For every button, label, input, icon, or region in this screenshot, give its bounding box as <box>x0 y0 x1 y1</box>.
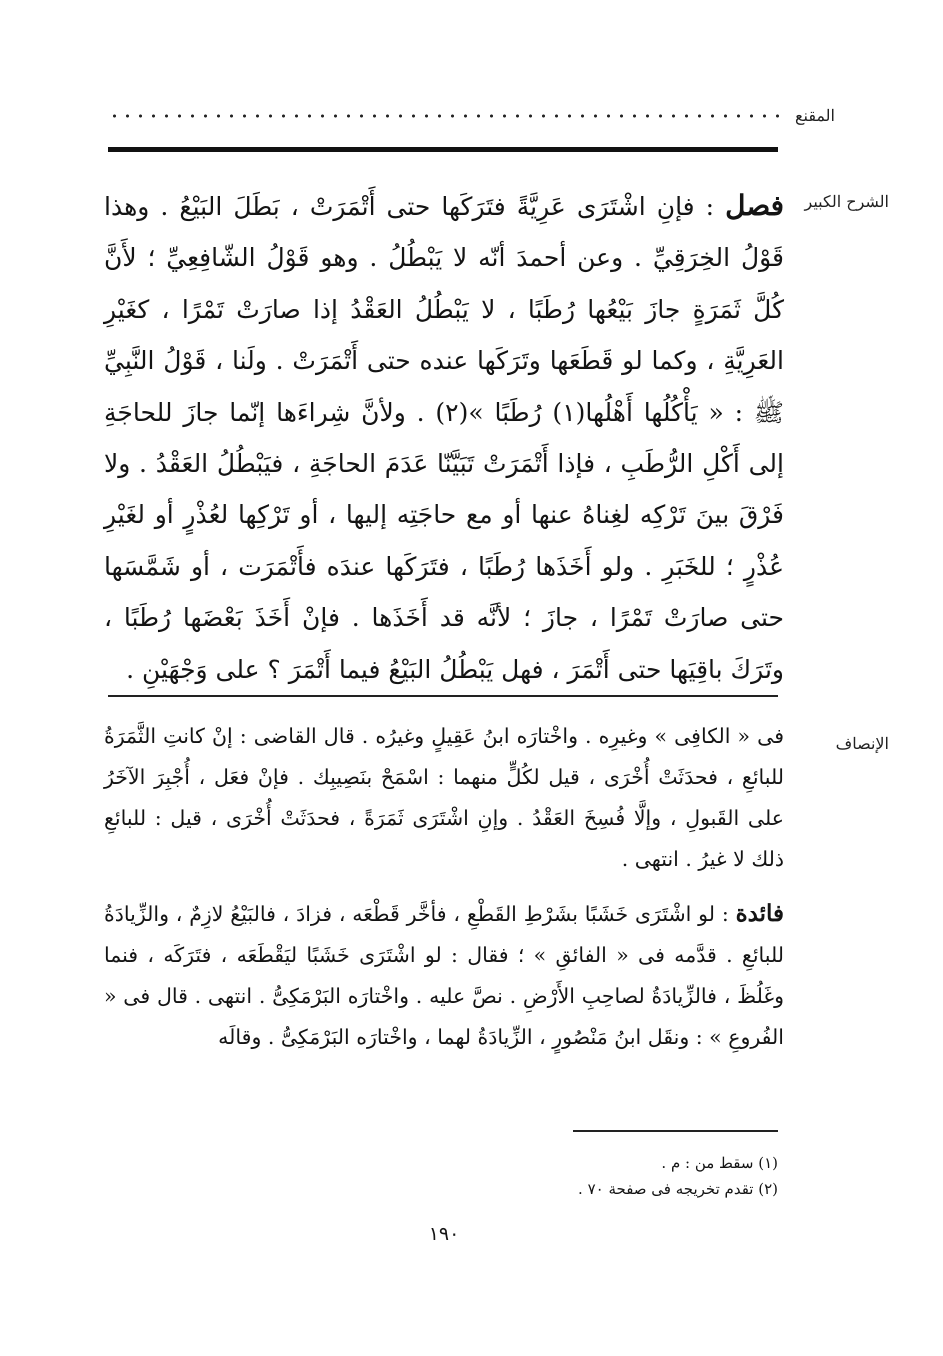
footnote-rule <box>573 1130 778 1132</box>
book-title: المقنع <box>794 106 835 125</box>
section-divider <box>108 695 778 697</box>
main-body-text: : فإنِ اشْتَرَى عَرِيَّةً فتَرَكَها حتى أَتْمَرَتْ ، بَطَلَ البَيْعُ . وهذا قَوْلُ الخِرَقِيِّ . وعن أحمدَ أنّه لا يَبْطُلُ . وهو قَوْلُ الشّافِعِيِّ ؛ لأَنَّ كُلَّ ثَمَرَةٍ جازَ بَيْعُها رُطَبًا ، لا يَبْطُلُ العَقْدُ إذا صارَتْ تَمْرًا ، كغَيْرِ العَرِيَّةِ ، وكما لو قَطَعَها وتَرَكَها عنده حتى أَتْمَرَتْ . ولَنا ، قَوْلُ النَّبِيِّ ﷺ : « يَأْكُلُها أَهْلُها(١) رُطَبًا »(٢) . ولأنَّ شِراءَها إنّما جازَ للحاجَةِ إلى أَكْلِ الرُّطَبِ ، فإذا أَتْمَرَتْ تَبَيَّنّا عَدَمَ الحاجَةِ ، فيَبْطُلُ العَقْدُ . ولا فَرْقَ بينَ تَرْكِه لغِناهُ عنها أو مع حاجَتِه إليها ، أو تَرْكِها لعُذْرٍ أو لغَيْرِ عُذْرٍ ؛ للخَبَرِ . ولو أَخَذَها رُطَبًا ، فتَرَكَها عندَه فأَتْمَرَت ، أو شَمَّسَها حتى صارَتْ تَمْرًا ، جازَ ؛ لأنَّه قد أَخَذَها . فإنْ أَخَذَ بَعْضَها رُطَبًا ، وتَرَكَ باقِيَها حتى أَتْمَرَ ، فهل يَبْطُلُ البَيْعُ فيما أَتْمَرَ ؟ على وَجْهَيْنِ . <box>104 192 785 684</box>
footnote-1: (١) سقط من : م . <box>661 1154 778 1172</box>
header-rule <box>108 147 778 152</box>
fasl-heading: فصل <box>725 189 784 222</box>
page-number: ١٩٠ <box>428 1223 460 1245</box>
insaf-commentary <box>104 716 784 1058</box>
footnotes <box>300 1150 778 1202</box>
insaf-paragraph-2 <box>104 893 784 1058</box>
dotted-separator <box>108 112 788 120</box>
main-paragraph <box>104 180 784 695</box>
section-label-sharh: الشرح الكبير <box>804 192 889 211</box>
footnote-2: (٢) تقدم تخريجه فى صفحة ٧٠ . <box>578 1180 778 1198</box>
insaf-paragraph-1: فى « الكافِى » وغيرِه . واخْتارَه ابنُ عَقِيلٍ وغيرُه . قال القاضى : إنْ كانتِ الثَّمَرَةُ للبائعِ ، فحدَثَتْ أُخْرَى ، قيل لكُلٍّ منهما : اسْمَحْ بنَصِيبِك . فإنْ فعَل ، أُجْبِرَ الآخَرُ على القَبولِ ، وإلَّا فُسِخَ العَقْدُ . وإنِ اشْتَرَى ثَمَرَةً ، فحدَثَتْ أُخْرَى ، قيل : للبائعِ ذلك لا غيرُ . انتهى . <box>104 724 784 871</box>
section-label-insaf: الإنصاف <box>835 734 889 753</box>
main-commentary <box>104 180 784 695</box>
faida-heading: فائدة <box>735 900 784 927</box>
insaf-body-text: : لو اشْتَرَى خَشَبًا بشَرْطِ القَطْعِ ، فأخَّر قَطْعَه ، فزادَ ، فالبَيْعُ لازِمٌ ، والزِّيادَةُ للبائعِ . قدَّمه فى « الفائقِ » ؛ فقال : لو اشْتَرَى خَشَبًا ليَقْطَعَه ، فتَرَكَه ، فنما وغَلُظَ ، فالزِّيادَةُ لصاحِبِ الأَرْضِ . نصَّ عليه . واخْتارَه البَرْمَكِىُّ . انتهى . قال فى « الفُروعِ » : ونقَل ابنُ مَنْصُورٍ ، الزِّيادَةُ لهما ، واخْتارَه البَرْمَكِىُّ . وقالَه <box>104 902 784 1049</box>
